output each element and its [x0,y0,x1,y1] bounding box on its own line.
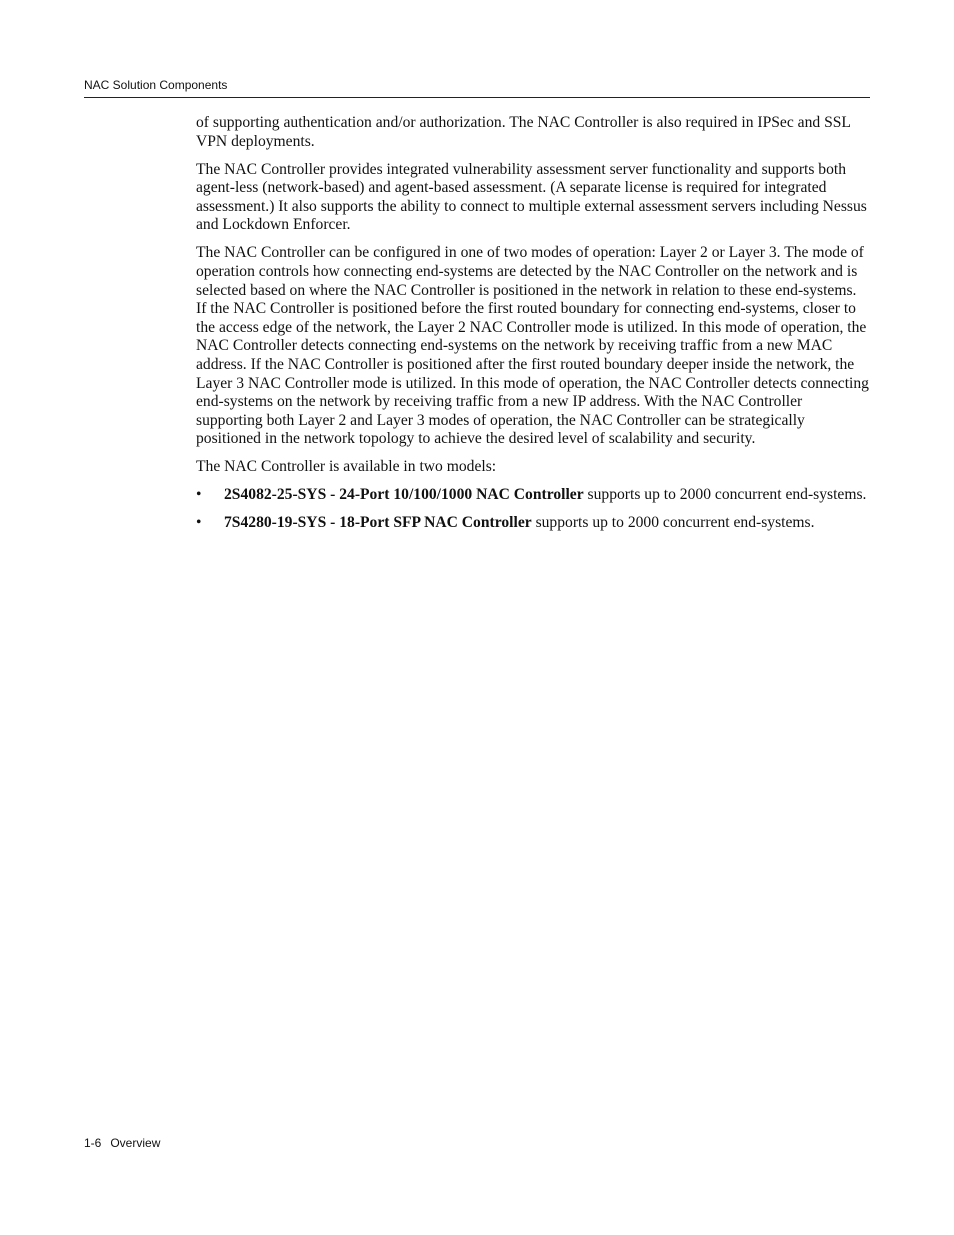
paragraph-modes: The NAC Controller can be configured in one of two modes of operation: Layer 2 or Layer 3. The mode of operation controls how connecting end-systems are detected by the NAC Controller on the network and is selected based on where the NAC Controller is positioned in the network in relation to these end-systems. If the NAC Controller is positioned before the first routed boundary for connecting end-systems, closer to the access edge of the network, the Layer 2 NAC Controller mode is utilized. In this mode of operation, the NAC Controller detects connecting end-systems on the network by receiving traffic from a new MAC address. If the NAC Controller is positioned after the first routed boundary deeper inside the network, the Layer 3 NAC Controller mode is utilized. In this mode of operation, the NAC Controller detects connecting end-systems on the network by receiving traffic from a new IP address. With the NAC Controller supporting both Layer 2 and Layer 3 modes of operation, the NAC Controller can be strategically positioned in the network topology to achieve the desired level of scalability and security. [196,244,869,448]
model-name: 2S4082-25-SYS - 24-Port 10/100/1000 NAC Controller [224,486,584,504]
bullet-icon: • [196,486,202,504]
header-divider [84,97,870,98]
model-list [196,486,870,533]
model-description: supports up to 2000 concurrent end-systems. [583,486,867,504]
page-number: 1-6 [84,1136,102,1150]
paragraph-continuation: of supporting authentication and/or authorization. The NAC Controller is also required in IPSec and SSL VPN deployments. [196,114,851,150]
list-item [196,514,870,533]
paragraph-models-intro: The NAC Controller is available in two models: [196,458,497,476]
list-item [196,486,870,505]
running-footer [84,1136,160,1151]
chapter-name: Overview [110,1136,161,1150]
bullet-icon: • [196,514,202,532]
model-description: supports up to 2000 concurrent end-systems. [531,514,815,532]
running-header: NAC Solution Components [84,78,228,92]
paragraph-assessment: The NAC Controller provides integrated vulnerability assessment server functionality and supports both agent-less (network-based) and agent-based assessment. (A separate license is required for integrated assessment.) It also supports the ability to connect to multiple external assessment servers including Nessus and Lockdown Enforcer. [196,160,867,234]
body-text [196,114,870,542]
model-name: 7S4280-19-SYS - 18-Port SFP NAC Controller [224,514,532,532]
